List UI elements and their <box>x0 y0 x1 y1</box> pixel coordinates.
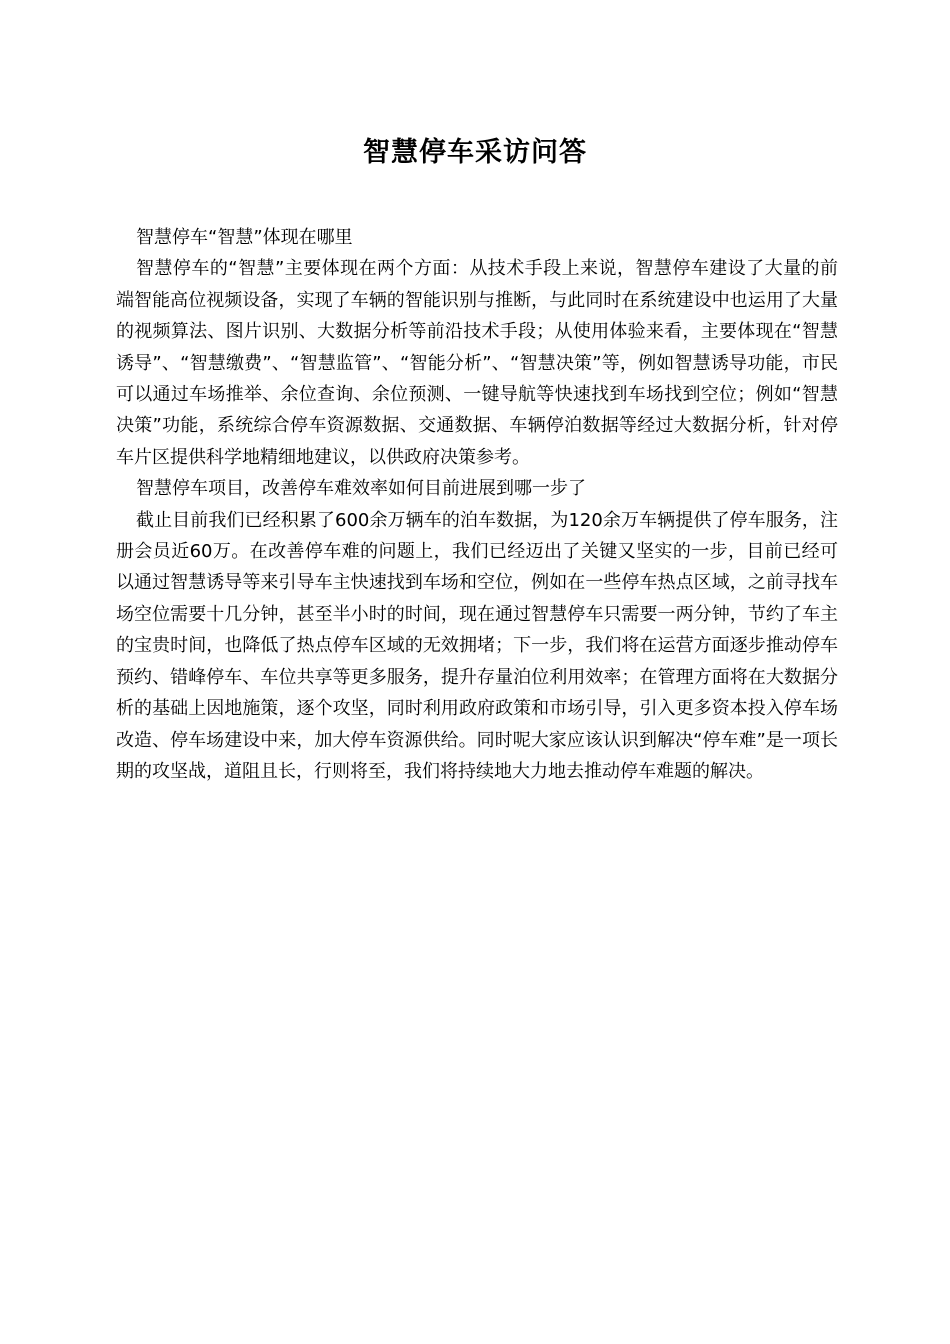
document-title: 智慧停车采访问答 <box>363 137 587 168</box>
question-heading-2: 智慧停车项目，改善停车难效率如何目前进展到哪一步了 <box>136 478 586 500</box>
answer-paragraph-1: 智慧停车的“智慧”主要体现在两个方面：从技术手段上来说，智慧停车建设了大量的前端智能高位视频设备，实现了车辆的智能识别与推断，与此同时在系统建设中也运用了大量的视频算法、图片识别、大数据分析等前沿技术手段；从使用体验来看，主要体现在“智慧诱导”、“智慧缴费”、“智慧监管”、“智能分析”、“智慧决策”等，例如智慧诱导功能，市民可以通过车场推举、余位查询、余位预测、一键导航等快速找到车场找到空位；例如“智慧决策”功能，系统综合停车资源数据、交通数据、车辆停泊数据等经过大数据分析，针对停车片区提供科学地精细地建议，以供政府决策参考。 <box>116 258 838 468</box>
answer-paragraph-2: 截止目前我们已经积累了600余万辆车的泊车数据，为120余万车辆提供了停车服务，注册会员近60万。在改善停车难的问题上，我们已经迈出了关键又坚实的一步，目前已经可以通过智慧诱导等来引导车主快速找到车场和空位，例如在一些停车热点区域，之前寻找车场空位需要十几分钟，甚至半小时的时间，现在通过智慧停车只需要一两分钟，节约了车主的宝贵时间，也降低了热点停车区域的无效拥堵；下一步，我们将在运营方面逐步推动停车预约、错峰停车、车位共享等更多服务，提升存量泊位利用效率；在管理方面将在大数据分析的基础上因地施策，逐个攻坚，同时利用政府政策和市场引导，引入更多资本投入停车场改造、停车场建设中来，加大停车资源供给。同时呢大家应该认识到解决“停车难”是一项长期的攻坚战，道阻且长，行则将至，我们将持续地大力地去推动停车难题的解决。 <box>116 509 838 782</box>
document-body <box>116 222 838 787</box>
question-heading-1: 智慧停车“智慧”体现在哪里 <box>136 227 353 248</box>
